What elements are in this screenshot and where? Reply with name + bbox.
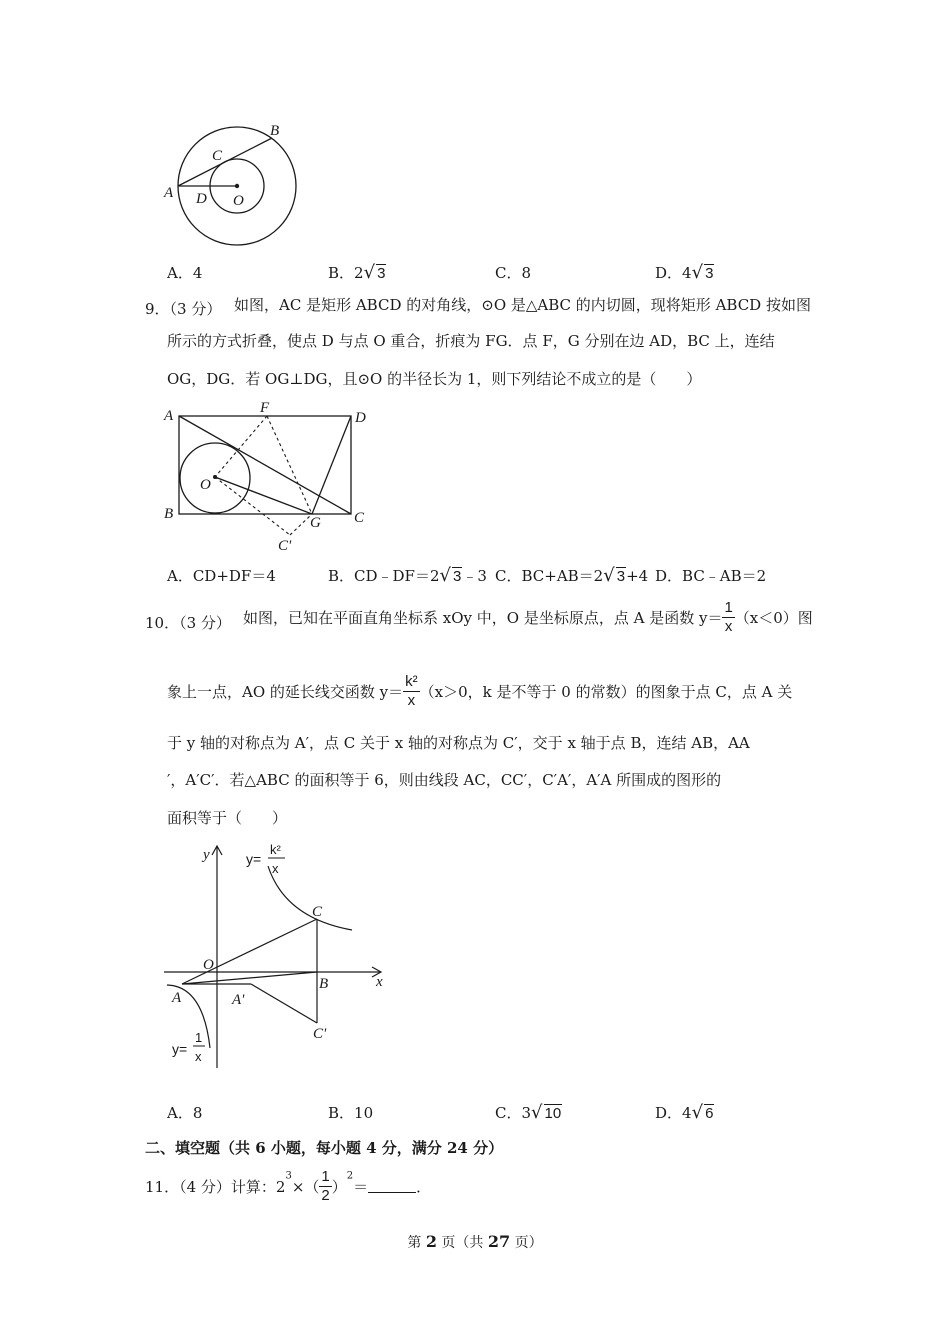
q10-option-a: A．8: [167, 1104, 203, 1122]
line-dg: [312, 416, 351, 514]
label-y-axis: y: [203, 847, 210, 863]
fold-fo: [215, 416, 267, 477]
label-c: C: [212, 148, 223, 164]
label-b: B: [164, 506, 174, 522]
q9-line1: 如图，AC 是矩形 ABCD 的对角线，⊙O 是△ABC 的内切圆，现将矩形 ABCD 按如图: [234, 296, 811, 314]
eq-label-k2-den: x: [272, 861, 279, 876]
q9-option-a: A．CD+DF＝4: [167, 567, 276, 585]
q10-option-c: C．3√ 10: [495, 1102, 562, 1123]
q9-line2: 所示的方式折叠，使点 D 与点 O 重合，折痕为 FG．点 F，G 分别在边 AD，BC 上，连结: [167, 332, 775, 350]
q10-line2: 象上一点，AO 的延长线交函数 y＝ $\frac{\text{k²}}{x}$ （x＞0，k 是不等于 0 的常数）的图象于点 C，点 A 关: [167, 673, 793, 709]
section-title: 二、填空题（共 6 小题，每小题 4 分，满分 24 分）: [145, 1139, 504, 1157]
sqrt-icon: √: [603, 565, 615, 586]
q10-line4: ′，A′C′．若△ABC 的面积等于 6，则由线段 AC，CC′，C′A′，A′A 所围成的图形的: [167, 771, 722, 789]
eq-label-1x-y: y=: [172, 1041, 188, 1057]
label-b: B: [270, 123, 280, 139]
q9-number: 9．（3 分）: [145, 300, 222, 318]
curve-k2-over-x: [268, 866, 352, 930]
label-a: A: [172, 990, 182, 1006]
label-d: D: [196, 191, 207, 207]
fraction-k2-over-x: $\frac{\text{k²}}{x}$: [405, 673, 418, 709]
label-a: A: [164, 408, 174, 424]
q8-figure: [160, 118, 305, 258]
q9-option-b: B．CD﹣DF＝2√ 3﹣3: [328, 565, 487, 586]
eq-label-1x-den: x: [195, 1049, 202, 1064]
center-dot: [213, 475, 217, 479]
label-c: C: [354, 510, 365, 526]
sqrt-icon: √: [691, 1102, 704, 1123]
answer-blank[interactable]: [368, 1180, 416, 1193]
total-pages: 27: [487, 1232, 511, 1251]
q10-line1: 如图，已知在平面直角坐标系 xOy 中，O 是坐标原点，点 A 是函数 y＝ $\frac{1}{x}$ （x＜0）图: [243, 599, 813, 635]
label-x-axis: x: [376, 974, 383, 990]
q9-figure: [160, 400, 375, 555]
sqrt-icon: √: [531, 1102, 543, 1123]
sqrt-icon: √: [363, 262, 376, 283]
q8-option-d: D．4√ 3: [655, 262, 714, 283]
current-page: 2: [425, 1232, 437, 1251]
q10-line3: 于 y 轴的对称点为 A′，点 C 关于 x 轴的对称点为 C′，交于 x 轴于点 B，连结 AB，AA: [167, 734, 750, 752]
q9-option-c: C．BC+AB＝2√ 3+4: [495, 565, 649, 586]
label-o: O: [233, 193, 244, 209]
label-a: A: [164, 185, 174, 201]
tangent-line-ab: [178, 138, 272, 186]
fraction-one-half: $\frac{1}{2}$: [321, 1168, 330, 1204]
fold-oc: [215, 477, 290, 535]
diagonal-ac: [179, 416, 351, 514]
q10-line5: 面积等于（ ）: [167, 809, 288, 827]
q10-option-d: D．4√ 6: [655, 1102, 714, 1123]
eq-label-1x-num: 1: [195, 1030, 203, 1045]
label-a-prime: A': [232, 992, 245, 1008]
q8-option-c: C．8: [495, 264, 532, 282]
fold-cg: [290, 514, 312, 535]
label-b: B: [319, 976, 329, 992]
q9-line3: OG，DG．若 OG⊥DG，且⊙O 的半径长为 1，则下列结论不成立的是（ ）: [167, 370, 702, 388]
q9-option-d: D．BC﹣AB＝2: [655, 567, 767, 585]
label-g: G: [310, 515, 321, 531]
label-c-prime: C': [313, 1026, 327, 1042]
line-a-prime-c-prime: [251, 984, 317, 1023]
sqrt-icon: √: [439, 565, 451, 586]
q10-number: 10．（3 分）: [145, 614, 231, 632]
page-footer: 第 2 页（共 27 页）: [407, 1232, 543, 1251]
fraction-1-over-x: $\frac{1}{x}$: [724, 599, 733, 635]
sqrt-icon: √: [691, 262, 704, 283]
label-d: D: [355, 410, 366, 426]
label-c-prime: C': [278, 538, 292, 554]
label-o: O: [200, 477, 211, 493]
q11: 11．（4 分）计算：$2^3\times$（ $\frac{1}{2}$ ）$^2$＝ ．: [145, 1168, 432, 1204]
q8-option-b: B．2√ 3: [328, 262, 386, 283]
label-f: F: [260, 400, 270, 416]
eq-label-k2-num: k²: [270, 842, 281, 857]
center-dot: [235, 184, 239, 188]
label-c: C: [312, 904, 323, 920]
eq-label-k2-y: y=: [246, 851, 262, 867]
q10-figure: [160, 838, 395, 1073]
label-o: O: [203, 957, 214, 973]
q8-option-a: A．4: [167, 264, 203, 282]
q10-option-b: B．10: [328, 1104, 374, 1122]
